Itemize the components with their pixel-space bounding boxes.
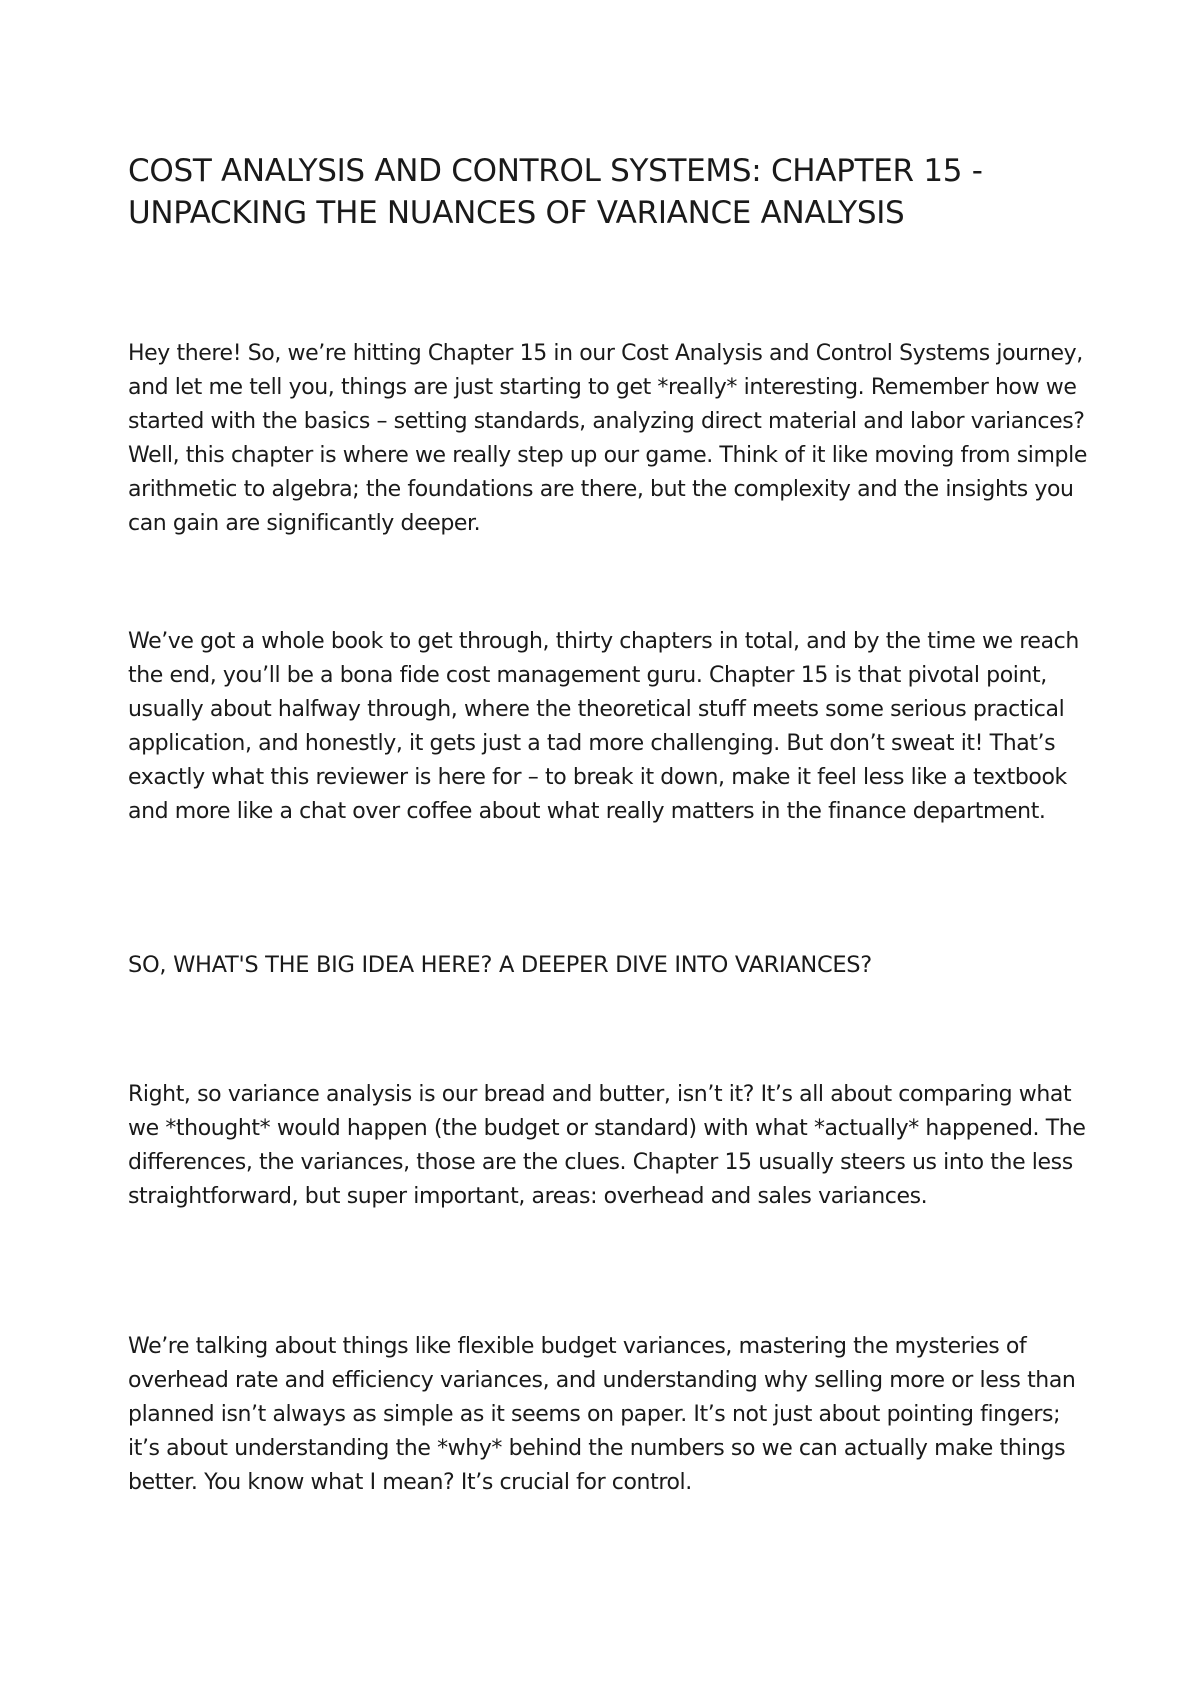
intro-paragraph-2: We’ve got a whole book to get through, thirty chapters in total, and by the time we reach the end, you’ll be a bona fide cost management guru. Chapter 15 is that pivotal point, usually about halfway through, where the theoretical stuff meets some serious practical application, and honestly, it gets just a tad more challenging. But don’t sweat it! That’s exactly what this reviewer is here for – to break it down, make it feel less like a textbook and more like a chat over coffee about what really matters in the finance department. xyxy=(128,629,1079,824)
section-paragraph-1: Right, so variance analysis is our bread and butter, isn’t it? It’s all about comparing what we *thought* would happen (the budget or standard) with what *actually* happened. The differences, the variances, those are the clues. Chapter 15 usually steers us into the less straightforward, but super important, areas: overhead and sales variances. xyxy=(128,1082,1086,1209)
intro-paragraph-1: Hey there! So, we’re hitting Chapter 15 in our Cost Analysis and Control Systems journey, and let me tell you, things are just starting to get *really* interesting. Remember how we started with the basics – setting standards, analyzing direct material and labor variances? Well, this chapter is where we really step up our game. Think of it like moving from simple arithmetic to algebra; the foundations are there, but the complexity and the insights you can gain are significantly deeper. xyxy=(128,341,1087,536)
document-title: COST ANALYSIS AND CONTROL SYSTEMS: CHAPTER 15 - UNPACKING THE NUANCES OF VARIANCE ANALYSIS xyxy=(128,153,983,231)
section-paragraph-2: We’re talking about things like flexible budget variances, mastering the mysteries of overhead rate and efficiency variances, and understanding why selling more or less than planned isn’t always as simple as it seems on paper. It’s not just about pointing fingers; it’s about understanding the *why* behind the numbers so we can actually make things better. You know what I mean? It’s crucial for control. xyxy=(128,1334,1076,1495)
section-heading: SO, WHAT'S THE BIG IDEA HERE? A DEEPER DIVE INTO VARIANCES? xyxy=(128,952,872,978)
